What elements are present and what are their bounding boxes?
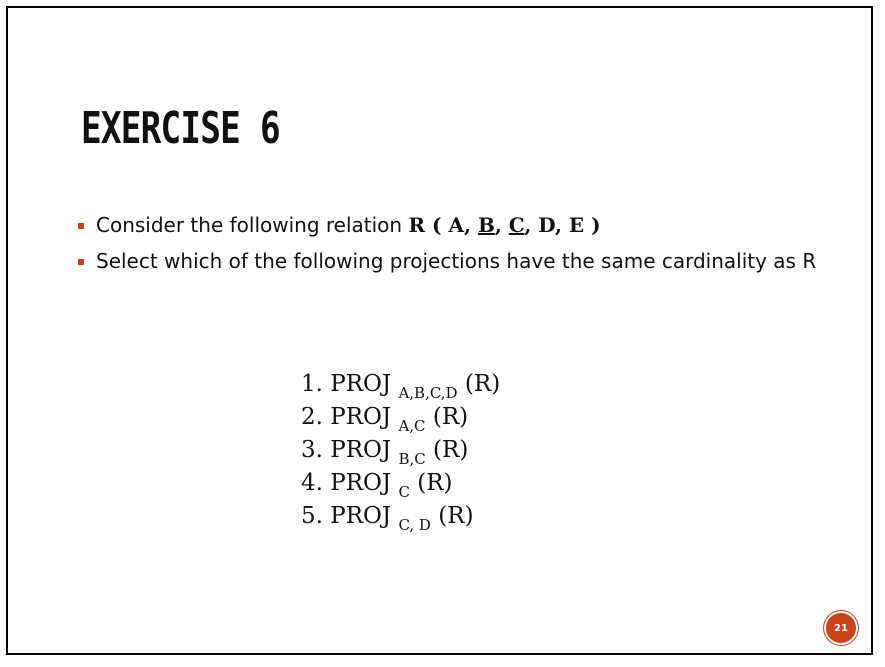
item-number: 4. (301, 470, 323, 496)
item-number: 1. (301, 371, 323, 397)
relation-name: R (408, 213, 426, 237)
projection-attributes: C, D (398, 516, 431, 534)
item-number: 3. (301, 437, 323, 463)
slide (6, 6, 873, 655)
bullet-square-icon (78, 259, 84, 265)
relation-attr-key: C (508, 213, 525, 237)
projection-attributes: B,C (398, 450, 426, 468)
item-number: 2. (301, 404, 323, 430)
bullet-list (78, 213, 818, 285)
relation-attr: D (538, 213, 555, 237)
projection-operator: PROJ (330, 503, 392, 529)
relation-open: ( (425, 213, 449, 237)
projection-list (301, 368, 500, 533)
projection-operator: PROJ (330, 470, 392, 496)
relation-sep: , (464, 213, 478, 237)
projection-attributes: C (398, 483, 410, 501)
relation-sep: , (524, 213, 539, 237)
projection-argument: (R) (417, 470, 453, 496)
projection-item (301, 434, 500, 467)
bullet-square-icon (78, 223, 84, 229)
projection-attributes: A,B,C,D (398, 384, 458, 402)
relation-close: ) (584, 213, 601, 237)
projection-operator: PROJ (330, 371, 392, 397)
bullet-text: Consider the following relation (96, 213, 409, 237)
relation-attr-key: B (477, 213, 495, 237)
bullet-text: Select which of the following projections have the same cardinality as R (96, 249, 817, 273)
relation-attr: A (448, 213, 464, 237)
relation-sep: , (554, 213, 569, 237)
projection-argument: (R) (438, 503, 474, 529)
page-number-badge (826, 613, 856, 643)
projection-argument: (R) (433, 437, 469, 463)
projection-operator: PROJ (330, 437, 392, 463)
bullet-item-relation (78, 213, 818, 238)
projection-item (301, 401, 500, 434)
page-number: 21 (834, 622, 848, 634)
projection-attributes: A,C (398, 417, 426, 435)
bullet-item-question (78, 249, 818, 274)
projection-item (301, 467, 500, 500)
projection-item (301, 368, 500, 401)
projection-argument: (R) (464, 371, 501, 397)
projection-item (301, 500, 500, 533)
projection-operator: PROJ (330, 404, 392, 430)
relation-schema (408, 213, 600, 237)
slide-title: EXERCISE 6 (81, 103, 280, 154)
relation-sep: , (494, 213, 509, 237)
projection-argument: (R) (432, 404, 469, 430)
item-number: 5. (301, 503, 323, 529)
relation-attr: E (568, 213, 585, 237)
